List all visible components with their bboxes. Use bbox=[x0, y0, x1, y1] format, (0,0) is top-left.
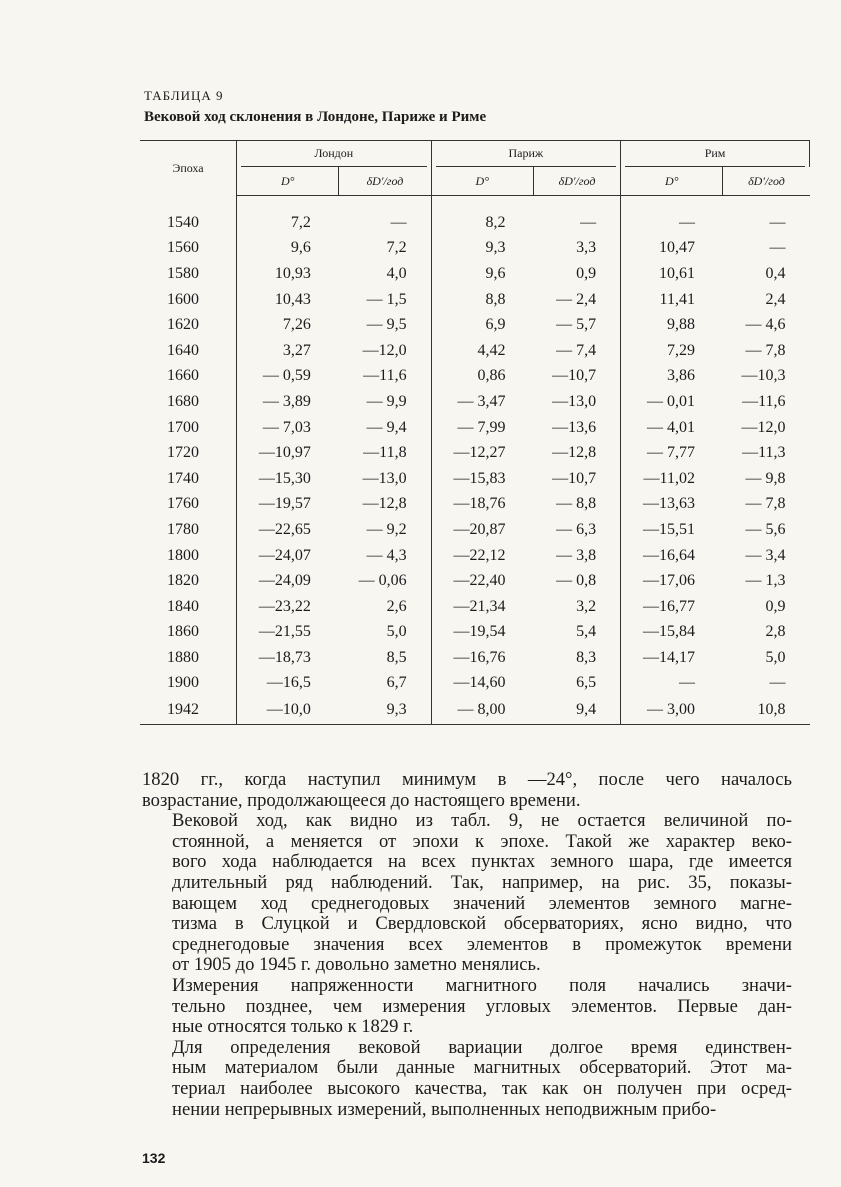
value-cell: —10,97 bbox=[237, 440, 339, 466]
declination-table bbox=[140, 140, 810, 725]
value-cell: — 1,5 bbox=[366, 290, 407, 308]
value-cell: 3,3 bbox=[576, 239, 597, 257]
value-cell: —11,8 bbox=[363, 444, 407, 462]
table-row bbox=[140, 287, 810, 313]
epoch-cell: 1840 bbox=[167, 597, 199, 615]
value-cell: —17,06 bbox=[621, 568, 723, 594]
col-header-d: D° bbox=[621, 167, 723, 196]
value-cell: — bbox=[580, 213, 597, 231]
epoch-cell: 1820 bbox=[167, 572, 199, 590]
table-row bbox=[140, 389, 810, 415]
value-cell: 6,5 bbox=[576, 674, 597, 692]
value-cell: — 5,7 bbox=[556, 316, 597, 334]
col-header-delta: δD′/год bbox=[339, 167, 431, 196]
group-header-rome: Рим bbox=[621, 141, 810, 167]
value-cell: —16,77 bbox=[621, 594, 723, 620]
epoch-cell: 1800 bbox=[167, 546, 199, 564]
table-row bbox=[140, 594, 810, 620]
value-cell: — 9,8 bbox=[745, 469, 786, 487]
value-cell: 6,9 bbox=[431, 312, 533, 338]
epoch-cell: 1700 bbox=[167, 418, 199, 436]
table-row bbox=[140, 620, 810, 646]
value-cell: — 3,4 bbox=[745, 546, 786, 564]
value-cell: 6,7 bbox=[386, 674, 407, 692]
value-cell: 4,0 bbox=[386, 264, 407, 282]
text-line: Вековой ход, как видно из табл. 9, не остается величиной по- bbox=[172, 810, 792, 832]
table-label: ТАБЛИЦА 9 bbox=[144, 88, 224, 103]
text-line: длительный ряд наблюдений. Так, например, на рис. 35, показы- bbox=[172, 871, 792, 893]
value-cell: —10,3 bbox=[741, 367, 786, 385]
value-cell: — bbox=[621, 210, 723, 236]
value-cell: 3,86 bbox=[621, 364, 723, 390]
table-row bbox=[140, 543, 810, 569]
value-cell: 7,2 bbox=[386, 239, 407, 257]
col-header-delta: δD′/год bbox=[723, 167, 810, 196]
epoch-cell: 1600 bbox=[167, 290, 199, 308]
epoch-cell: 1740 bbox=[167, 469, 199, 487]
value-cell: 0,9 bbox=[576, 264, 597, 282]
value-cell: —19,57 bbox=[237, 492, 339, 518]
value-cell: —11,6 bbox=[742, 392, 786, 410]
value-cell: 10,8 bbox=[757, 701, 786, 719]
value-cell: 0,9 bbox=[765, 597, 786, 615]
value-cell: —22,12 bbox=[431, 543, 533, 569]
value-cell: —15,84 bbox=[621, 620, 723, 646]
table-row bbox=[140, 492, 810, 518]
epoch-cell: 1720 bbox=[167, 444, 199, 462]
value-cell: —14,60 bbox=[431, 671, 533, 697]
value-cell: —22,40 bbox=[431, 568, 533, 594]
epoch-cell: 1620 bbox=[167, 316, 199, 334]
value-cell: —12,0 bbox=[362, 341, 407, 359]
epoch-cell: 1900 bbox=[167, 674, 199, 692]
text-line: от 1905 до 1945 г. довольно заметно менялись. bbox=[172, 954, 541, 976]
value-cell: —20,87 bbox=[431, 517, 533, 543]
value-cell: — 9,2 bbox=[366, 520, 407, 538]
value-cell: 0,4 bbox=[765, 264, 786, 282]
value-cell: —13,0 bbox=[362, 469, 407, 487]
text-line: нении непрерывных измерений, выполненных неподвижным прибо- bbox=[172, 1098, 717, 1120]
value-cell: 3,27 bbox=[237, 338, 339, 364]
value-cell: 7,29 bbox=[621, 338, 723, 364]
value-cell: — 0,8 bbox=[556, 572, 597, 590]
text-line: среднегодовые значения всех элементов в промежуток времени bbox=[172, 933, 792, 955]
value-cell: — 4,01 bbox=[621, 415, 723, 441]
text-line: возрастание, продолжающееся до настоящего времени. bbox=[142, 789, 581, 811]
value-cell: —13,63 bbox=[621, 492, 723, 518]
paragraph-3 bbox=[142, 976, 792, 1038]
value-cell: 9,88 bbox=[621, 312, 723, 338]
value-cell: —19,54 bbox=[431, 620, 533, 646]
value-cell: —12,27 bbox=[431, 440, 533, 466]
value-cell: —10,7 bbox=[552, 469, 597, 487]
value-cell: —18,76 bbox=[431, 492, 533, 518]
epoch-cell: 1680 bbox=[167, 392, 199, 410]
value-cell: 10,47 bbox=[621, 236, 723, 262]
value-cell: —16,76 bbox=[431, 645, 533, 671]
value-cell: — 3,47 bbox=[431, 389, 533, 415]
paragraph-1 bbox=[142, 770, 792, 811]
value-cell: 11,41 bbox=[621, 287, 723, 313]
value-cell: —12,0 bbox=[741, 418, 786, 436]
paragraph-4 bbox=[142, 1038, 792, 1120]
table-row bbox=[140, 364, 810, 390]
table-row bbox=[140, 236, 810, 262]
value-cell: —13,0 bbox=[552, 392, 597, 410]
value-cell: 5,0 bbox=[386, 623, 407, 641]
text-line: вого хода наблюдается на всех пунктах земного шара, где имеется bbox=[172, 851, 792, 873]
value-cell: 5,4 bbox=[576, 623, 597, 641]
value-cell: —11,3 bbox=[742, 444, 786, 462]
value-cell: — 2,4 bbox=[556, 290, 597, 308]
value-cell: 9,4 bbox=[576, 701, 597, 719]
value-cell: — 7,8 bbox=[745, 495, 786, 513]
body-text bbox=[142, 770, 792, 1120]
value-cell: —10,7 bbox=[552, 367, 597, 385]
value-cell: — 6,3 bbox=[556, 520, 597, 538]
value-cell: — 3,00 bbox=[621, 696, 723, 724]
value-cell: — bbox=[769, 239, 786, 257]
value-cell: —24,09 bbox=[237, 568, 339, 594]
table-row bbox=[140, 338, 810, 364]
value-cell: 4,42 bbox=[431, 338, 533, 364]
value-cell: — 0,06 bbox=[358, 572, 407, 590]
table-title: Вековой ход склонения в Лондоне, Париже и Риме bbox=[144, 109, 487, 125]
epoch-cell: 1860 bbox=[167, 623, 199, 641]
value-cell: —22,65 bbox=[237, 517, 339, 543]
col-header-d: D° bbox=[431, 167, 533, 196]
value-cell: —16,5 bbox=[237, 671, 339, 697]
value-cell: — 9,5 bbox=[366, 316, 407, 334]
value-cell: — 4,6 bbox=[745, 316, 786, 334]
text-line: тельно позднее, чем измерения угловых элементов. Первые дан- bbox=[172, 995, 792, 1017]
value-cell: —15,30 bbox=[237, 466, 339, 492]
value-cell: — 8,8 bbox=[556, 495, 597, 513]
value-cell: — 0,01 bbox=[621, 389, 723, 415]
table-row bbox=[140, 696, 810, 724]
table-row bbox=[140, 517, 810, 543]
table-row bbox=[140, 466, 810, 492]
value-cell: 0,86 bbox=[431, 364, 533, 390]
value-cell: — 3,89 bbox=[237, 389, 339, 415]
epoch-cell: 1640 bbox=[167, 341, 199, 359]
value-cell: —15,51 bbox=[621, 517, 723, 543]
table-row bbox=[140, 210, 810, 236]
value-cell: 7,26 bbox=[237, 312, 339, 338]
epoch-cell: 1942 bbox=[167, 701, 199, 719]
epoch-cell: 1880 bbox=[167, 648, 199, 666]
text-line: ным материалом были данные магнитных обсерваторий. Этот ма- bbox=[172, 1057, 792, 1079]
paragraph-2 bbox=[142, 811, 792, 976]
text-line: стоянной, а меняется от эпохи к эпохе. Такой же характер веко- bbox=[172, 830, 792, 852]
value-cell: —23,22 bbox=[237, 594, 339, 620]
text-line: ные относятся только к 1829 г. bbox=[172, 1016, 414, 1038]
table-row bbox=[140, 415, 810, 441]
value-cell: 10,61 bbox=[621, 261, 723, 287]
col-header-d: D° bbox=[237, 167, 339, 196]
value-cell: 9,3 bbox=[431, 236, 533, 262]
page-number: 132 bbox=[142, 1150, 166, 1166]
value-cell: 9,3 bbox=[386, 701, 407, 719]
value-cell: 8,2 bbox=[431, 210, 533, 236]
value-cell: 10,93 bbox=[237, 261, 339, 287]
value-cell: —11,02 bbox=[621, 466, 723, 492]
epoch-cell: 1760 bbox=[167, 495, 199, 513]
value-cell: — bbox=[769, 674, 786, 692]
table-row bbox=[140, 645, 810, 671]
table-row bbox=[140, 440, 810, 466]
value-cell: — bbox=[621, 671, 723, 697]
text-line: вающем ход среднегодовых значений элементов земного магне- bbox=[172, 892, 792, 914]
value-cell: 2,8 bbox=[765, 623, 786, 641]
value-cell: 2,4 bbox=[765, 290, 786, 308]
table-row bbox=[140, 671, 810, 697]
group-header-paris: Париж bbox=[431, 141, 621, 167]
epoch-cell: 1580 bbox=[167, 264, 199, 282]
value-cell: — 4,3 bbox=[366, 546, 407, 564]
value-cell: —16,64 bbox=[621, 543, 723, 569]
value-cell: 8,8 bbox=[431, 287, 533, 313]
table-row bbox=[140, 568, 810, 594]
text-line: Для определения вековой вариации долгое время единствен- bbox=[172, 1036, 792, 1058]
value-cell: —21,55 bbox=[237, 620, 339, 646]
epoch-cell: 1540 bbox=[167, 213, 199, 231]
value-cell: 9,6 bbox=[431, 261, 533, 287]
value-cell: 5,0 bbox=[765, 648, 786, 666]
value-cell: — 3,8 bbox=[556, 546, 597, 564]
value-cell: —12,8 bbox=[552, 444, 597, 462]
table-row bbox=[140, 312, 810, 338]
value-cell: —24,07 bbox=[237, 543, 339, 569]
value-cell: —21,34 bbox=[431, 594, 533, 620]
value-cell: — 7,99 bbox=[431, 415, 533, 441]
value-cell: — 7,03 bbox=[237, 415, 339, 441]
value-cell: 10,43 bbox=[237, 287, 339, 313]
value-cell: —14,17 bbox=[621, 645, 723, 671]
value-cell: —13,6 bbox=[552, 418, 597, 436]
value-cell: — 0,59 bbox=[237, 364, 339, 390]
value-cell: 9,6 bbox=[237, 236, 339, 262]
text-line: териал наиболее высокого качества, так как он получен при осред- bbox=[172, 1077, 792, 1099]
value-cell: 2,6 bbox=[386, 597, 407, 615]
value-cell: — 9,9 bbox=[366, 392, 407, 410]
value-cell: — 7,4 bbox=[556, 341, 597, 359]
value-cell: — bbox=[390, 213, 407, 231]
value-cell: — 1,3 bbox=[745, 572, 786, 590]
value-cell: 8,3 bbox=[576, 648, 597, 666]
col-header-delta: δD′/год bbox=[533, 167, 620, 196]
value-cell: —10,0 bbox=[237, 696, 339, 724]
group-header-london: Лондон bbox=[237, 141, 432, 167]
value-cell: — 7,8 bbox=[745, 341, 786, 359]
value-cell: —18,73 bbox=[237, 645, 339, 671]
value-cell: — 5,6 bbox=[745, 520, 786, 538]
epoch-header: Эпоха bbox=[172, 160, 204, 175]
value-cell: — bbox=[769, 213, 786, 231]
value-cell: —11,6 bbox=[363, 367, 407, 385]
value-cell: 7,2 bbox=[237, 210, 339, 236]
text-line: Измерения напряженности магнитного поля начались значи- bbox=[172, 974, 792, 996]
value-cell: — 8,00 bbox=[431, 696, 533, 724]
value-cell: —12,8 bbox=[362, 495, 407, 513]
value-cell: 3,2 bbox=[576, 597, 597, 615]
value-cell: 8,5 bbox=[386, 648, 407, 666]
text-line: 1820 гг., когда наступил минимум в —24°, после чего началось bbox=[142, 769, 792, 790]
table-row bbox=[140, 261, 810, 287]
epoch-cell: 1660 bbox=[167, 367, 199, 385]
text-line: тизма в Слуцкой и Свердловской обсерваториях, ясно видно, что bbox=[172, 913, 792, 935]
epoch-cell: 1560 bbox=[167, 239, 199, 257]
value-cell: — 7,77 bbox=[621, 440, 723, 466]
value-cell: — 9,4 bbox=[366, 418, 407, 436]
epoch-cell: 1780 bbox=[167, 520, 199, 538]
value-cell: —15,83 bbox=[431, 466, 533, 492]
